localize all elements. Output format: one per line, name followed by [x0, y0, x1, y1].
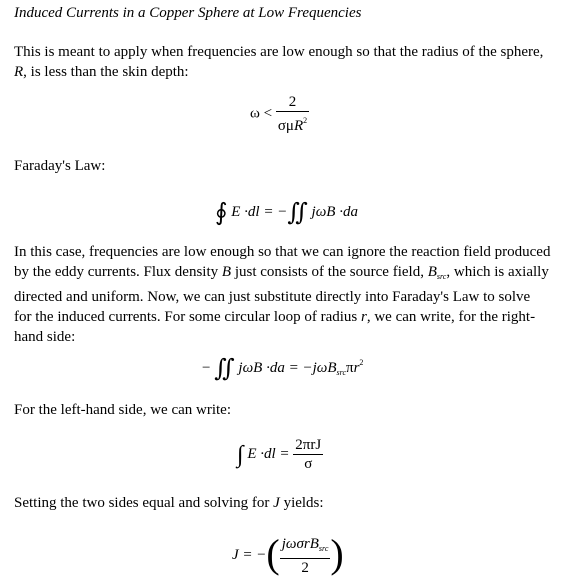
eq5-lhs: J = − [232, 547, 267, 563]
eq2-lhs: E ·dl = − [231, 204, 288, 220]
p2-line-5: hand side: [14, 329, 76, 345]
solve-text-b: yields: [279, 495, 324, 511]
equation-right-hand-side [202, 354, 363, 383]
source-field-symbol: B [427, 264, 437, 280]
solve-text-a: Setting the two sides equal and solving for [14, 495, 274, 511]
eq5-denominator: 2 [301, 559, 309, 576]
eq4-numerator: 2πrJ [295, 437, 322, 453]
p2-line-4b: , we can write, for the right- [366, 309, 536, 325]
eddy-current-paragraph [14, 242, 554, 347]
double-integral-symbol: ∬ [287, 200, 308, 226]
eq5-numerator [280, 535, 331, 559]
p2-line-2a: by the eddy currents. Flux density [14, 264, 222, 280]
eq3-B: B [327, 360, 337, 376]
eq3-double-integral-symbol: ∬ [214, 356, 235, 382]
eq3-pi: π [346, 360, 354, 376]
p2-line-1: In this case, frequencies are low enough so that we can ignore the reaction field produced [14, 244, 551, 260]
eq4-lhs: E ·dl = [247, 445, 290, 462]
eq3-minus: − [202, 360, 211, 376]
eq4-denominator: σ [304, 456, 313, 472]
left-paren: ( [266, 531, 280, 576]
eq1-fraction [276, 93, 309, 135]
equation-current-density [232, 530, 344, 577]
eq1-den-sigma-mu: σμ [277, 118, 294, 134]
loop-radius-symbol: r [360, 309, 367, 325]
p2-line-4a: for the induced currents. For some circular loop of radius [14, 309, 361, 325]
source-field-subscript: src [436, 272, 447, 281]
contour-integral-symbol: ∮ [215, 200, 228, 226]
p2-line-2c: , which is axially [446, 264, 549, 280]
eq5-num-a: jωσr [281, 535, 310, 552]
right-paren: ) [330, 531, 344, 576]
eq1-numerator: 2 [276, 93, 309, 112]
p2-line-3: directed and uniform. Now, we can just substitute directly into Faraday's Law to solve [14, 289, 531, 305]
eq5-fraction [280, 535, 331, 577]
intro-line-1: This is meant to apply when frequencies are low enough so that the radius of the sphere, [14, 44, 544, 60]
solve-sentence [14, 493, 554, 513]
eq1-den-exponent: 2 [303, 116, 308, 125]
equation-skin-depth-condition [250, 93, 309, 135]
equation-faraday-law [215, 198, 358, 227]
line-integral-symbol: ∫ [237, 441, 244, 468]
left-hand-side-label: For the left-hand side, we can write: [14, 402, 232, 418]
eq4-fraction [293, 436, 323, 473]
eq3-r: r [353, 360, 360, 376]
radius-symbol: R [14, 64, 24, 80]
p2-line-2b: just consists of the source field, [231, 264, 428, 280]
current-density-symbol: J [273, 495, 280, 511]
flux-density-symbol: B [221, 264, 232, 280]
equation-left-hand-side [237, 436, 323, 473]
eq3-middle: jωB ·da = −jω [238, 360, 328, 376]
faraday-label: Faraday's Law: [14, 158, 106, 174]
eq3-src-subscript: src [336, 368, 346, 377]
eq1-den-R: R [293, 118, 304, 134]
eq5-num-B: B [309, 535, 319, 552]
intro-line-2: , is less than the skin depth: [23, 64, 189, 80]
eq1-denominator [276, 112, 309, 135]
document-title: Induced Currents in a Copper Sphere at Low Frequencies [14, 5, 362, 21]
eq3-exponent: 2 [359, 358, 364, 367]
intro-paragraph [14, 42, 554, 82]
eq5-num-src: src [318, 543, 329, 553]
eq1-lhs: ω < [250, 105, 273, 122]
eq2-rhs: jωB ·da [311, 204, 358, 220]
